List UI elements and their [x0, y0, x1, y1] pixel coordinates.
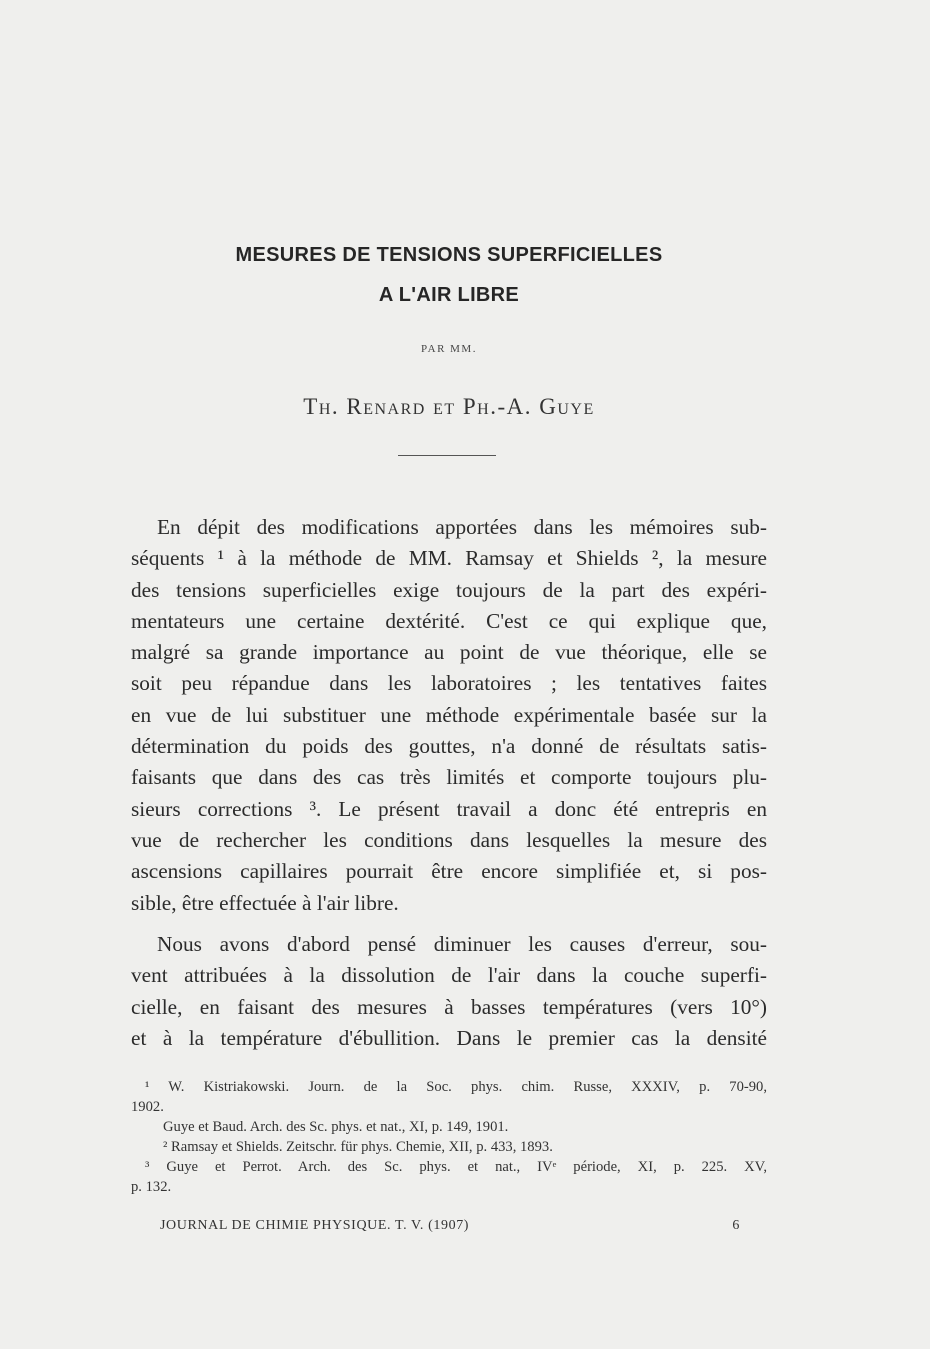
text-line: En dépit des modifications apportées dans les mémoires sub-	[157, 515, 767, 539]
text-line: des tensions superficielles exige toujours de la part des expéri-	[131, 577, 767, 602]
text-line: détermination du poids des gouttes, n'a donné de résultats satis-	[131, 734, 767, 759]
text-line: sible, être effectuée à l'air libre.	[131, 890, 399, 915]
text-line: faisants que dans des cas très limités et comporte toujours plu-	[131, 765, 767, 790]
paragraph-1	[131, 512, 767, 919]
page-number: 6	[732, 1218, 740, 1233]
byline: PAR MM.	[421, 343, 477, 355]
text-line: sieurs corrections ³. Le présent travail a donc été entrepris en	[131, 796, 767, 821]
text-line: cielle, en faisant des mesures à basses températures (vers 10°)	[131, 994, 767, 1019]
text-line: ascensions capillaires pourrait être encore simplifiée et, si pos-	[131, 859, 767, 884]
article-title-line1: MESURES DE TENSIONS SUPERFICIELLES	[235, 244, 663, 266]
text-line: vent attribuées à la dissolution de l'air dans la couche superfi-	[131, 963, 767, 988]
text-line: soit peu répandue dans les laboratoires ; les tentatives faites	[131, 671, 767, 696]
footnotes	[131, 1077, 767, 1197]
text-line: et à la température d'ébullition. Dans le premier cas la densité	[131, 1025, 767, 1050]
text-line: séquents ¹ à la méthode de MM. Ramsay et Shields ², la mesure	[131, 546, 767, 571]
page-footer	[160, 1218, 740, 1234]
text-line: mentateurs une certaine dextérité. C'est ce qui explique que,	[131, 608, 767, 633]
paragraph-2	[131, 929, 767, 1054]
footnote-line: ¹ W. Kistriakowski. Journ. de la Soc. phys. chim. Russe, XXXIV, p. 70-90,	[145, 1079, 767, 1095]
footnote-line: ³ Guye et Perrot. Arch. des Sc. phys. et nat., IVᵉ période, XI, p. 225. XV,	[145, 1159, 767, 1175]
footnote-line: Guye et Baud. Arch. des Sc. phys. et nat., XI, p. 149, 1901.	[163, 1119, 509, 1135]
journal-citation: JOURNAL DE CHIMIE PHYSIQUE. T. V. (1907)	[160, 1218, 470, 1233]
text-line: en vue de lui substituer une méthode expérimentale basée sur la	[131, 702, 767, 727]
text-line: Nous avons d'abord pensé diminuer les causes d'erreur, sou-	[157, 932, 767, 956]
article-title-line2: A L'AIR LIBRE	[378, 284, 520, 306]
footnote-line: p. 132.	[131, 1179, 172, 1195]
title-divider	[398, 455, 496, 456]
footnote-line: ² Ramsay et Shields. Zeitschr. für phys. Chemie, XII, p. 433, 1893.	[163, 1139, 553, 1155]
footnote-line: 1902.	[131, 1099, 164, 1115]
authors: Th. Renard et Ph.-A. Guye	[303, 394, 595, 419]
text-line: malgré sa grande importance au point de vue théorique, elle se	[131, 640, 767, 665]
text-line: vue de rechercher les conditions dans lesquelles la mesure des	[131, 827, 767, 852]
